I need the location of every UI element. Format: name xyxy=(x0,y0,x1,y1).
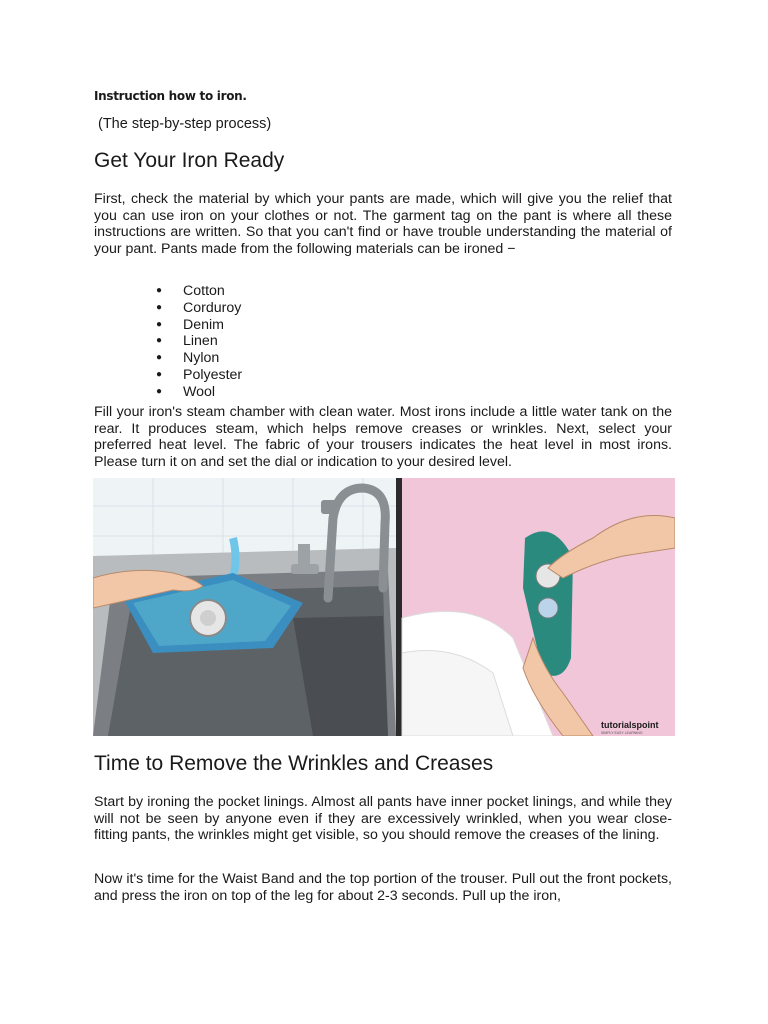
bullet-icon: ● xyxy=(156,385,163,397)
list-item: ● Denim xyxy=(156,316,224,333)
paragraph-waist-band: Now it's time for the Waist Band and the top portion of the trouser. Pull out the front pockets, and press the iron on top of the leg for about 2-3 seconds. Pull up the iron, xyxy=(94,871,672,904)
document-title: Instruction how to iron. xyxy=(94,89,247,103)
list-item: ● Linen xyxy=(156,333,218,350)
list-item: ● Nylon xyxy=(156,350,220,367)
list-item: ● Cotton xyxy=(156,283,225,299)
section-heading-iron-ready: Get Your Iron Ready xyxy=(94,149,285,172)
set-dial-panel xyxy=(402,478,675,736)
bullet-icon: ● xyxy=(156,285,163,296)
list-item: ● Polyester xyxy=(156,366,243,383)
paragraph-check-material: First, check the material by which your pants are made, which will give you the relief that you can use iron on your clothes or not. The garment tag on the pant is where all these instructions are written. So that you can't find or have trouble understanding the material of your pant. Pants made from the following materials can be ironed − xyxy=(94,191,672,257)
list-item: ● Wool xyxy=(156,383,216,400)
section-heading-remove-wrinkles: Time to Remove the Wrinkles and Creases xyxy=(94,752,494,775)
document-subtitle: (The step-by-step process) xyxy=(98,116,272,132)
list-item: ● Corduroy xyxy=(156,299,242,316)
fill-water-panel xyxy=(93,478,396,736)
bullet-icon: ● xyxy=(156,318,163,330)
watermark-subtext: SIMPLY EASY LEARNING xyxy=(601,731,643,735)
materials-list xyxy=(156,283,242,401)
bullet-icon: ● xyxy=(156,335,163,347)
bullet-icon: ● xyxy=(156,368,163,380)
bullet-icon: ● xyxy=(156,301,163,313)
ironing-illustration xyxy=(93,478,675,736)
paragraph-pocket-linings: Start by ironing the pocket linings. Almost all pants have inner pocket linings, and while they will not be seen by anyone even if they are excessively wrinkled, when you wear close-fitting pants, the wrinkles might get visible, so you should remove the creases of the lining. xyxy=(94,794,672,844)
watermark-text: tutorialspoint xyxy=(601,720,659,730)
paragraph-fill-water: Fill your iron's steam chamber with clean water. Most irons include a little water tank on the rear. It produces steam, which helps remove creases or wrinkles. Next, select your preferred heat level. The fabric of your trousers indicates the heat level in most irons. Please turn it on and set the dial or indication to your desired level. xyxy=(94,404,672,470)
bullet-icon: ● xyxy=(156,352,163,364)
